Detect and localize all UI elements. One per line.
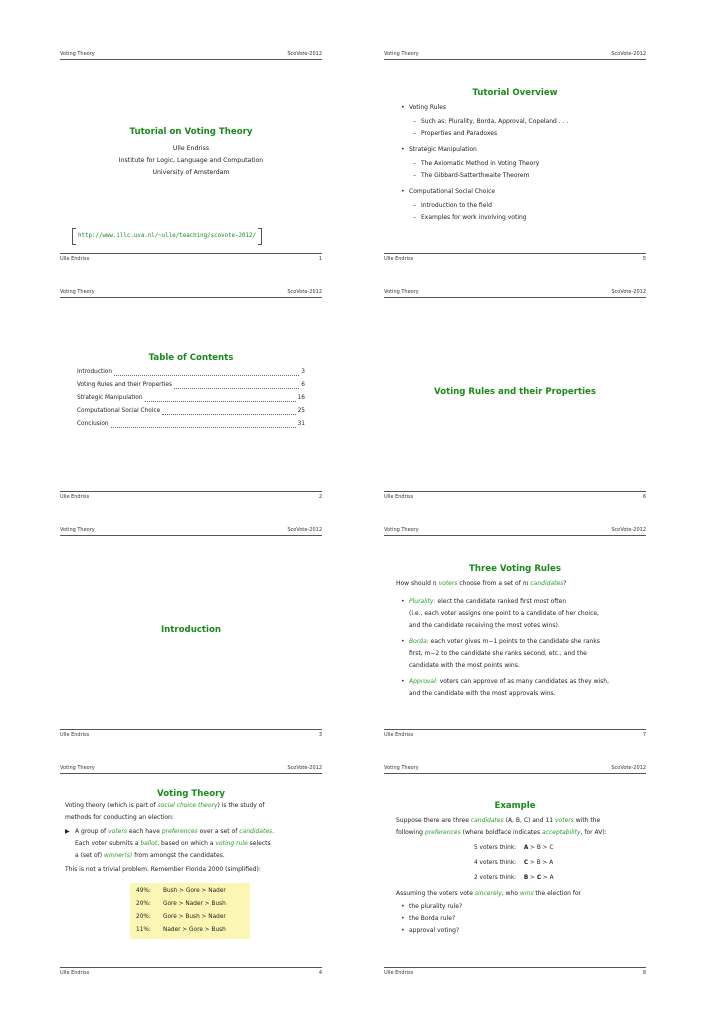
triangle-bullet-icon: ▶ — [65, 828, 70, 835]
footer-author: Ulle Endriss — [384, 732, 414, 738]
page-number: 2 — [318, 494, 322, 500]
slide-1 — [60, 51, 322, 263]
slide-title: Tutorial Overview — [472, 88, 558, 98]
florida-row: 11%: Nader ≻ Gore ≻ Bush — [136, 927, 226, 933]
overview-item: • Voting Rules — [409, 102, 446, 115]
intro-paragraph: Voting theory (which is part of social choice theory) is the study of — [65, 802, 265, 809]
slide-7 — [384, 527, 646, 739]
rule-plurality-text: (i.e., each voter assigns one point to a candidate of her choice, — [409, 610, 599, 617]
footer-author: Ulle Endriss — [384, 256, 414, 262]
slide-header — [384, 527, 646, 533]
example-paragraph: Suppose there are three candidates (A, B, C) and 11 voters with the — [396, 817, 601, 824]
toc-row[interactable] — [77, 395, 305, 405]
toc-row[interactable] — [77, 369, 305, 379]
header-event: ScoVote-2012 — [287, 765, 322, 771]
page-number: 8 — [642, 970, 646, 976]
slide-2 — [60, 289, 322, 501]
header-title: Voting Theory — [60, 765, 95, 771]
toc-page: 31 — [297, 421, 305, 427]
example-question: Assuming the voters vote sincerely, who wins the election for — [396, 890, 582, 897]
toc-label: Voting Rules and their Properties — [77, 382, 173, 388]
profile-row: 5 voters think: A ≻ B ≻ C — [474, 845, 554, 851]
toc-row[interactable] — [77, 408, 305, 418]
slide-title: Tutorial on Voting Theory — [129, 127, 253, 137]
toc-label: Introduction — [77, 369, 113, 375]
header-event: ScoVote-2012 — [611, 527, 646, 533]
page-number: 3 — [318, 732, 322, 738]
slide-title: Table of Contents — [148, 353, 234, 363]
footer-author: Ulle Endriss — [60, 970, 90, 976]
toc-label: Conclusion — [77, 421, 109, 427]
toc-row[interactable] — [77, 421, 305, 431]
overview-subitem: – Properties and Paradoxes — [421, 128, 497, 141]
toc-label: Strategic Manipulation — [77, 395, 143, 401]
slide-footer — [384, 253, 646, 263]
rule-borda-text: candidate with the most points wins. — [409, 662, 520, 669]
question-item: • the plurality rule? — [409, 901, 462, 914]
page-number: 1 — [318, 256, 322, 262]
slide-title: Three Voting Rules — [469, 564, 561, 574]
voting-bullet-text: a (set of) winner(s) from amongst the candidates. — [75, 852, 225, 859]
page-number: 6 — [642, 494, 646, 500]
header-event: ScoVote-2012 — [287, 527, 322, 533]
slide-title: Voting Theory — [157, 789, 225, 799]
overview-subitem: – Such as: Plurality, Borda, Approval, Copeland . . . — [421, 116, 568, 129]
florida-intro: This is not a trivial problem. Remember Florida 2000 (simplified): — [65, 866, 261, 873]
slide-header — [60, 51, 322, 57]
slide-header — [384, 289, 646, 295]
header-title: Voting Theory — [60, 527, 95, 533]
author-name: Ulle Endriss — [172, 145, 210, 152]
example-paragraph: following preferences (where boldface indicates acceptability, for AV): — [396, 829, 607, 836]
question-item: • the Borda rule? — [409, 913, 455, 926]
overview-subitem: – Examples for work involving voting — [421, 212, 527, 225]
header-event: ScoVote-2012 — [611, 51, 646, 57]
page-number: 5 — [642, 256, 646, 262]
footer-author: Ulle Endriss — [384, 970, 414, 976]
rule-approval-text: and the candidate with the most approvals wins. — [409, 690, 556, 697]
header-event: ScoVote-2012 — [611, 289, 646, 295]
overview-item: • Strategic Manipulation — [409, 144, 477, 157]
slide-3 — [60, 527, 322, 739]
affiliation-institute: Institute for Logic, Language and Computation — [118, 157, 264, 164]
footer-author: Ulle Endriss — [60, 256, 90, 262]
slide-header — [384, 51, 646, 57]
slide-8 — [384, 765, 646, 977]
section-title: Introduction — [160, 625, 221, 635]
slide-footer — [60, 491, 322, 501]
header-title: Voting Theory — [60, 289, 95, 295]
header-title: Voting Theory — [60, 51, 95, 57]
affiliation-university: University of Amsterdam — [152, 169, 230, 176]
slide-footer — [60, 253, 322, 263]
rule-borda: • Borda: each voter gives m−1 points to the candidate she ranks — [409, 636, 600, 649]
slide-footer — [384, 491, 646, 501]
intro-paragraph: methods for conducting an election: — [65, 814, 174, 821]
section-title: Voting Rules and their Properties — [434, 387, 596, 397]
slide-header — [60, 527, 322, 533]
footer-author: Ulle Endriss — [60, 732, 90, 738]
overview-subitem: – The Gibbard-Satterthwaite Theorem — [421, 170, 529, 183]
header-title: Voting Theory — [384, 289, 419, 295]
profile-row: 4 voters think: C ≻ B ≻ A — [474, 860, 554, 866]
toc-page: 25 — [297, 408, 305, 414]
course-url-link[interactable]: http://www.illc.uva.nl/~ulle/teaching/scovote-2012/ — [78, 233, 256, 239]
florida-row: 20%: Gore ≻ Bush ≻ Nader — [136, 914, 226, 920]
header-title: Voting Theory — [384, 51, 419, 57]
course-url-box — [78, 233, 256, 239]
slide-footer — [384, 729, 646, 739]
florida-row: 49%: Bush ≻ Gore ≻ Nader — [136, 888, 226, 894]
header-title: Voting Theory — [384, 527, 419, 533]
slide-footer — [60, 729, 322, 739]
header-event: ScoVote-2012 — [611, 765, 646, 771]
rule-approval: • Approval: voters can approve of as many candidates as they wish, — [409, 676, 609, 689]
toc-page: 3 — [301, 369, 305, 375]
footer-author: Ulle Endriss — [60, 494, 90, 500]
overview-subitem: – The Axiomatic Method in Voting Theory — [421, 158, 539, 171]
toc-label: Computational Social Choice — [77, 408, 161, 414]
intro-question: How should n voters choose from a set of m candidates? — [396, 580, 567, 587]
toc-page: 6 — [301, 382, 305, 388]
header-event: ScoVote-2012 — [287, 289, 322, 295]
slide-footer — [384, 967, 646, 977]
overview-subitem: – Introduction to the field — [421, 200, 492, 213]
slide-6 — [384, 289, 646, 501]
page-number: 4 — [318, 970, 322, 976]
profile-row: 2 voters think: B ≻ C ≻ A — [474, 875, 554, 881]
toc-row[interactable] — [77, 382, 305, 392]
rule-plurality: • Plurality: elect the candidate ranked first most often — [409, 596, 566, 609]
voting-bullet: ▶ A group of voters each have preferences over a set of candidates. — [75, 826, 274, 839]
slide-header — [384, 765, 646, 771]
voting-bullet-text: Each voter submits a ballot, based on which a voting rule selects — [75, 840, 271, 847]
rule-plurality-text: and the candidate receiving the most votes wins). — [409, 622, 560, 629]
slide-title: Example — [494, 801, 536, 811]
slide-header — [60, 289, 322, 295]
page-number: 7 — [642, 732, 646, 738]
rule-borda-text: first, m−2 to the candidate she ranks second, etc., and the — [409, 650, 587, 657]
footer-author: Ulle Endriss — [384, 494, 414, 500]
slide-header — [60, 765, 322, 771]
florida-profile-box — [130, 883, 250, 939]
slide-footer — [60, 967, 322, 977]
slide-4 — [60, 765, 322, 977]
header-title: Voting Theory — [384, 765, 419, 771]
florida-row: 20%: Gore ≻ Nader ≻ Bush — [136, 901, 226, 907]
toc-page: 16 — [297, 395, 305, 401]
header-event: ScoVote-2012 — [287, 51, 322, 57]
overview-item: • Computational Social Choice — [409, 186, 495, 199]
slide-5 — [384, 51, 646, 263]
question-item: • approval voting? — [409, 925, 459, 938]
